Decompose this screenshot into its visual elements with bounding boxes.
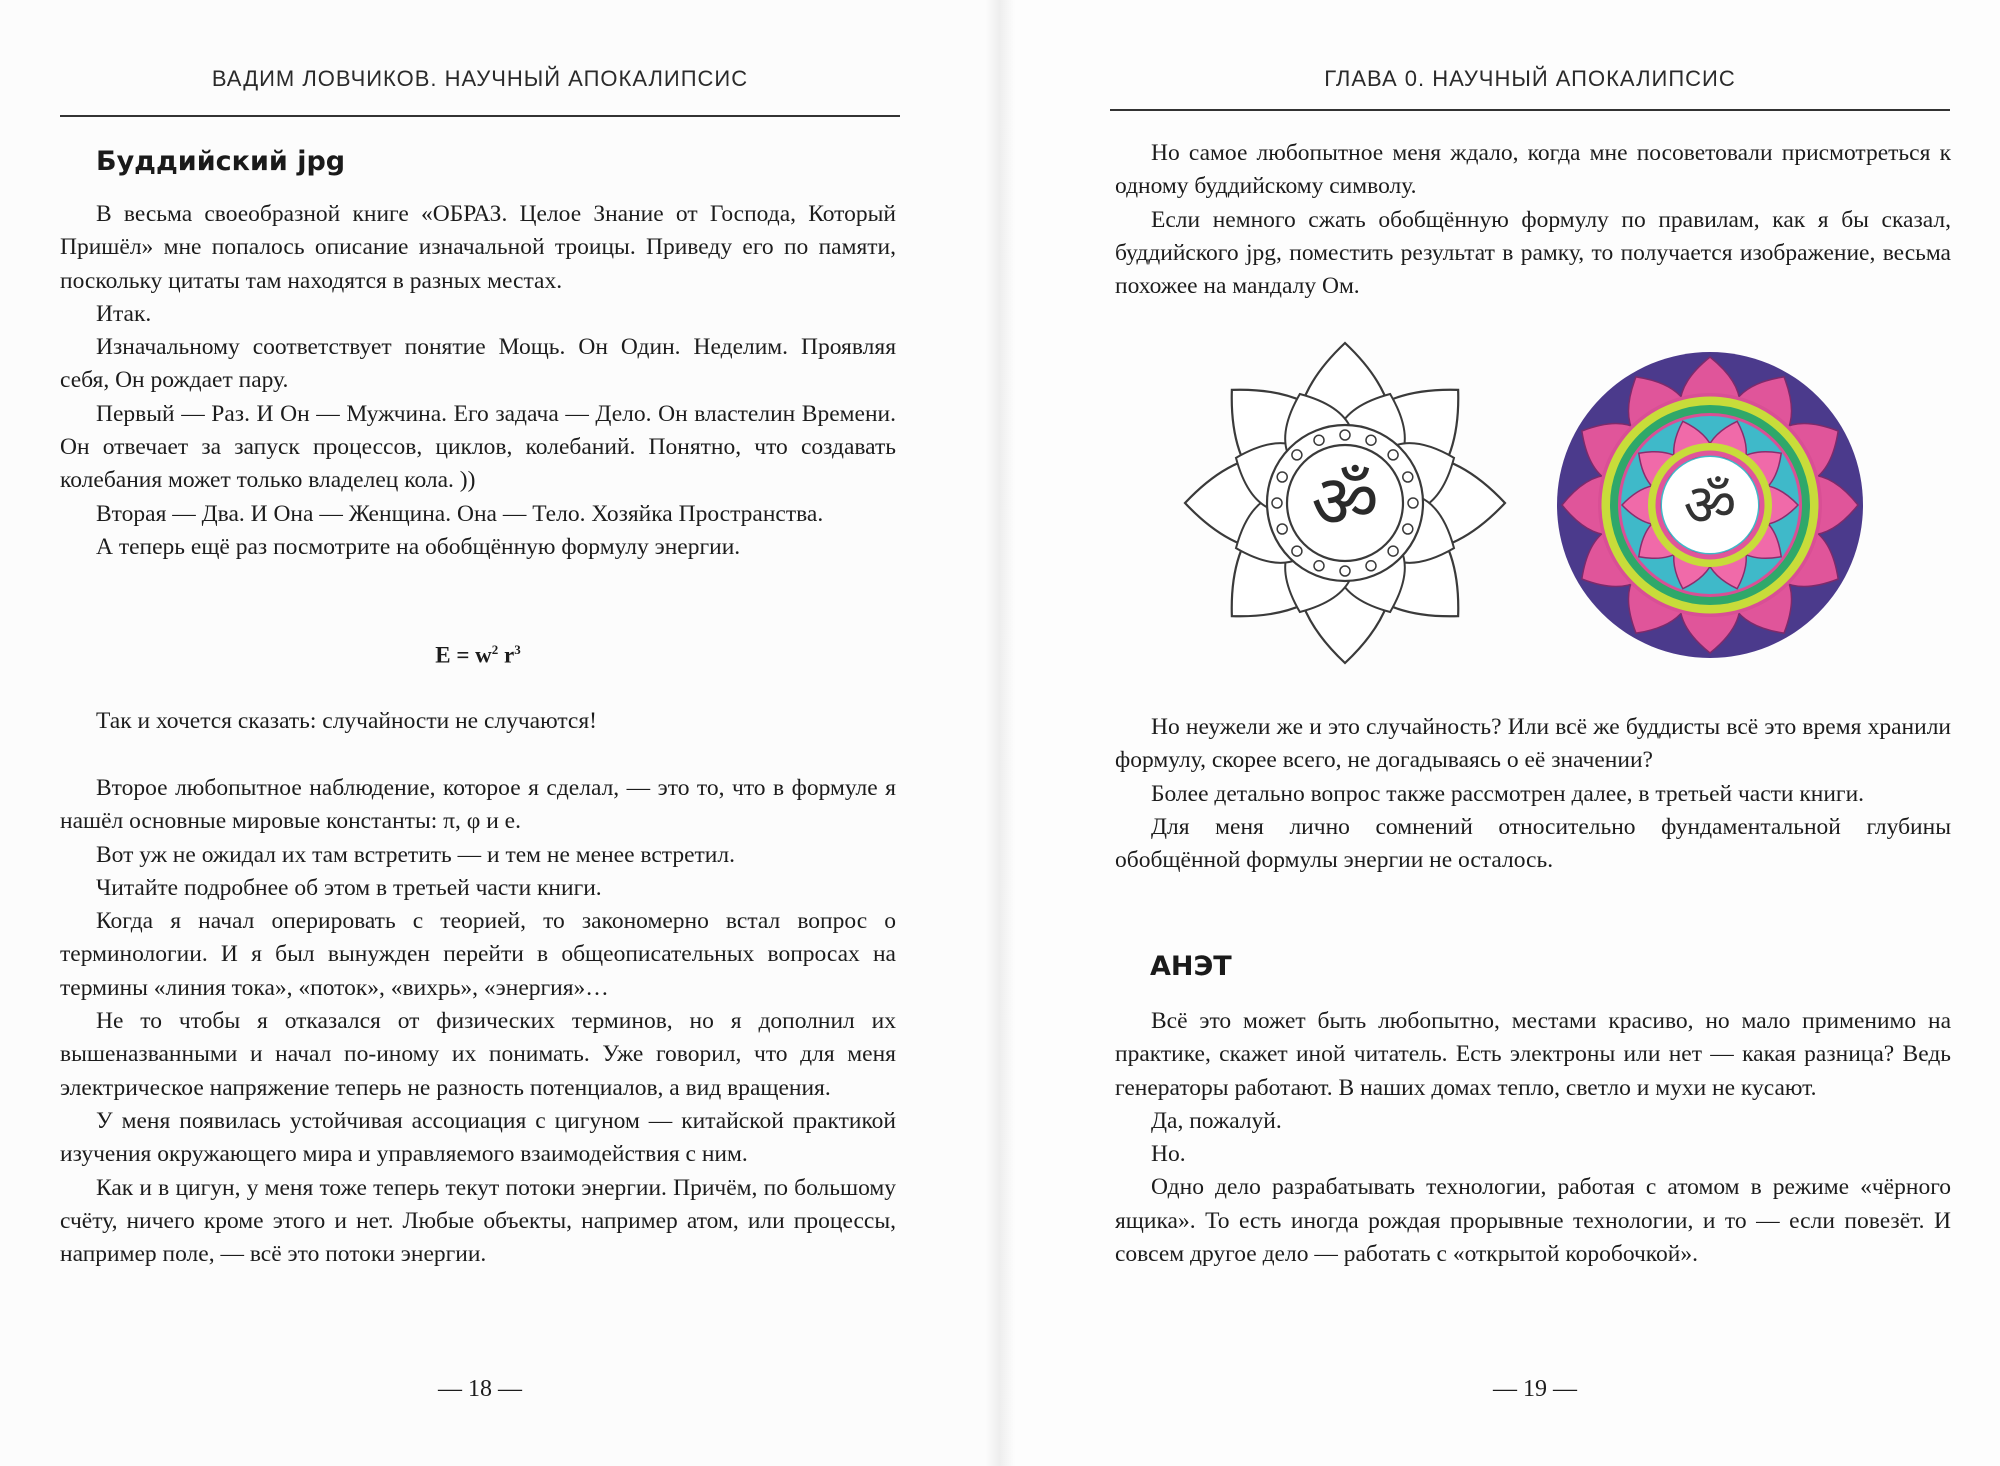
right-folio: — 19 — <box>1493 1376 1577 1402</box>
formula-r: r <box>498 642 515 668</box>
right-header-rule <box>1110 109 1950 111</box>
paragraph: Одно дело разрабатывать технологии, работая с атомом в режиме «чёрного ящика». То есть иногда рождая прорывные технологии, и то — если повезёт. И совсем другое дело — работать с «открытой коробочкой». <box>1115 1174 1951 1268</box>
mandala-bead <box>1408 498 1418 508</box>
mandala-bead <box>1314 561 1324 571</box>
paragraph: Второе любопытное наблюдение, которое я сделал, — это то, что в формуле я нашёл основные мировые константы: π, φ и e. <box>60 775 896 835</box>
paragraph: Для меня лично сомнений относительно фундаментальной глубины обобщённой формулы энергии не осталось. <box>1115 813 1951 874</box>
paragraph: У меня появилась устойчивая ассоциация с цигуном — китайской практикой изучения окружающего мира и управляемого взаимодействия с ним. <box>60 1107 896 1168</box>
formula-exp-w: 2 <box>491 642 499 657</box>
paragraph: Так и хочется сказать: случайности не случаются! <box>96 708 597 734</box>
om-glyph-left: ॐ <box>1311 459 1379 545</box>
paragraph: Если немного сжать обобщённую формулу по правилам, как я бы сказал, буддийского jpg, поместить результат в рамку, то получается изображение, весьма похожее на мандалу Ом. <box>1115 206 1951 300</box>
mandala-bead <box>1388 546 1398 556</box>
paragraph: А теперь ещё раз посмотрите на обобщённую формулу энергии. <box>96 533 741 560</box>
mandala-bead <box>1272 498 1282 508</box>
paragraph: Итак. <box>96 300 152 327</box>
energy-formula <box>60 642 896 669</box>
right-paragraphs-a <box>1115 137 1951 303</box>
paragraph: Читайте подробнее об этом в третьей части книги. <box>96 874 602 901</box>
formula-lhs: E = w <box>435 642 492 668</box>
mandala-bead <box>1292 546 1302 556</box>
paragraph: Вот уж не ожидал их там встретить — и тем не менее встретил. <box>96 841 735 868</box>
mandala-bead <box>1366 561 1376 571</box>
mandala-bead <box>1277 524 1287 534</box>
left-running-head: ВАДИМ ЛОВЧИКОВ. НАУЧНЫЙ АПОКАЛИПСИС <box>211 66 749 91</box>
left-header-rule <box>60 115 900 117</box>
mandala-bead <box>1366 435 1376 445</box>
paragraph: Первый — Раз. И Он — Мужчина. Его задача — Дело. Он властелин Времени. Он отвечает за запуск процессов, циклов, колебаний. Понятно, что создавать колебания может только владелец кола. )) <box>60 400 896 494</box>
right-paragraphs-b <box>1115 711 1951 877</box>
formula-exp-r: 3 <box>514 642 521 657</box>
section-title-buddhist-jpg: Буддийский jpg <box>96 146 346 177</box>
left-folio: — 18 — <box>438 1376 522 1402</box>
paragraph: Более детально вопрос также рассмотрен далее, в третьей части книги. <box>1151 780 1865 807</box>
om-mandala-colored <box>1555 350 1865 660</box>
paragraph: Но. <box>1151 1141 1186 1168</box>
left-paragraphs-b <box>60 705 896 738</box>
mandala-bead <box>1340 430 1350 440</box>
paragraph: Но неужели же и это случайность? Или всё же буддисты всё это время хранили формулу, скорее всего, не догадываясь о её значении? <box>1115 714 1951 774</box>
paragraph: Вторая — Два. И Она — Женщина. Она — Тело. Хозяйка Пространства. <box>96 500 824 527</box>
paragraph: Всё это может быть любопытно, местами красиво, но мало применимо на практике, скажет иной читатель. Есть электроны или нет — какая разница? Ведь генераторы работают. В наших домах тепло, светло и мухи не кусают. <box>1115 1008 1951 1101</box>
mandala-bead <box>1277 472 1287 482</box>
right-running-head: ГЛАВА 0. НАУЧНЫЙ АПОКАЛИПСИС <box>1324 66 1736 91</box>
right-page <box>1000 0 2000 1466</box>
paragraph: Но самое любопытное меня ждало, когда мне посоветовали присмотреться к одному буддийскому символу. <box>1115 140 1951 200</box>
mandala-bead <box>1388 450 1398 460</box>
right-paragraphs-c <box>1115 1005 1951 1271</box>
mandala-bead <box>1340 566 1350 576</box>
paragraph: Изначальному соответствует понятие Мощь. Он Один. Неделим. Проявляя себя, Он рождает пару. <box>60 334 896 394</box>
left-paragraphs-c <box>60 772 896 1271</box>
paragraph: Когда я начал оперировать с теорией, то закономерно встал вопрос о терминологии. И я был вынужден перейти в общеописательных вопросах на термины «линия тока», «поток», «вихрь», «энергия»… <box>60 908 896 1001</box>
left-paragraphs-a <box>60 198 896 564</box>
paragraph: Не то чтобы я отказался от физических терминов, но я дополнил их вышеназванными и начал по-иному их понимать. Уже говорил, что для меня электрическое напряжение теперь не разность потенциалов, а вид вращения. <box>60 1008 896 1101</box>
paragraph: Да, пожалуй. <box>1151 1107 1282 1134</box>
paragraph: В весьма своеобразной книге «ОБРАЗ. Целое Знание от Господа, Который Пришёл» мне попалось описание изначальной троицы. Приведу его по памяти, поскольку цитаты там находятся в разных местах. <box>60 201 896 294</box>
mandala-bead <box>1292 450 1302 460</box>
book-spine-shadow <box>985 0 1015 1466</box>
mandala-bead <box>1403 472 1413 482</box>
om-mandala-outline <box>1180 338 1510 668</box>
paragraph: Как и в цигун, у меня тоже теперь текут потоки энергии. Причём, по большому счёту, ничего кроме этого и нет. Любые объекты, например атом, или процессы, например поле, — всё это потоки энергии. <box>60 1174 896 1268</box>
mandala-bead <box>1314 435 1324 445</box>
section-title-anet: АНЭТ <box>1150 951 1232 982</box>
om-glyph-right: ॐ <box>1683 471 1737 539</box>
mandala-bead <box>1403 524 1413 534</box>
